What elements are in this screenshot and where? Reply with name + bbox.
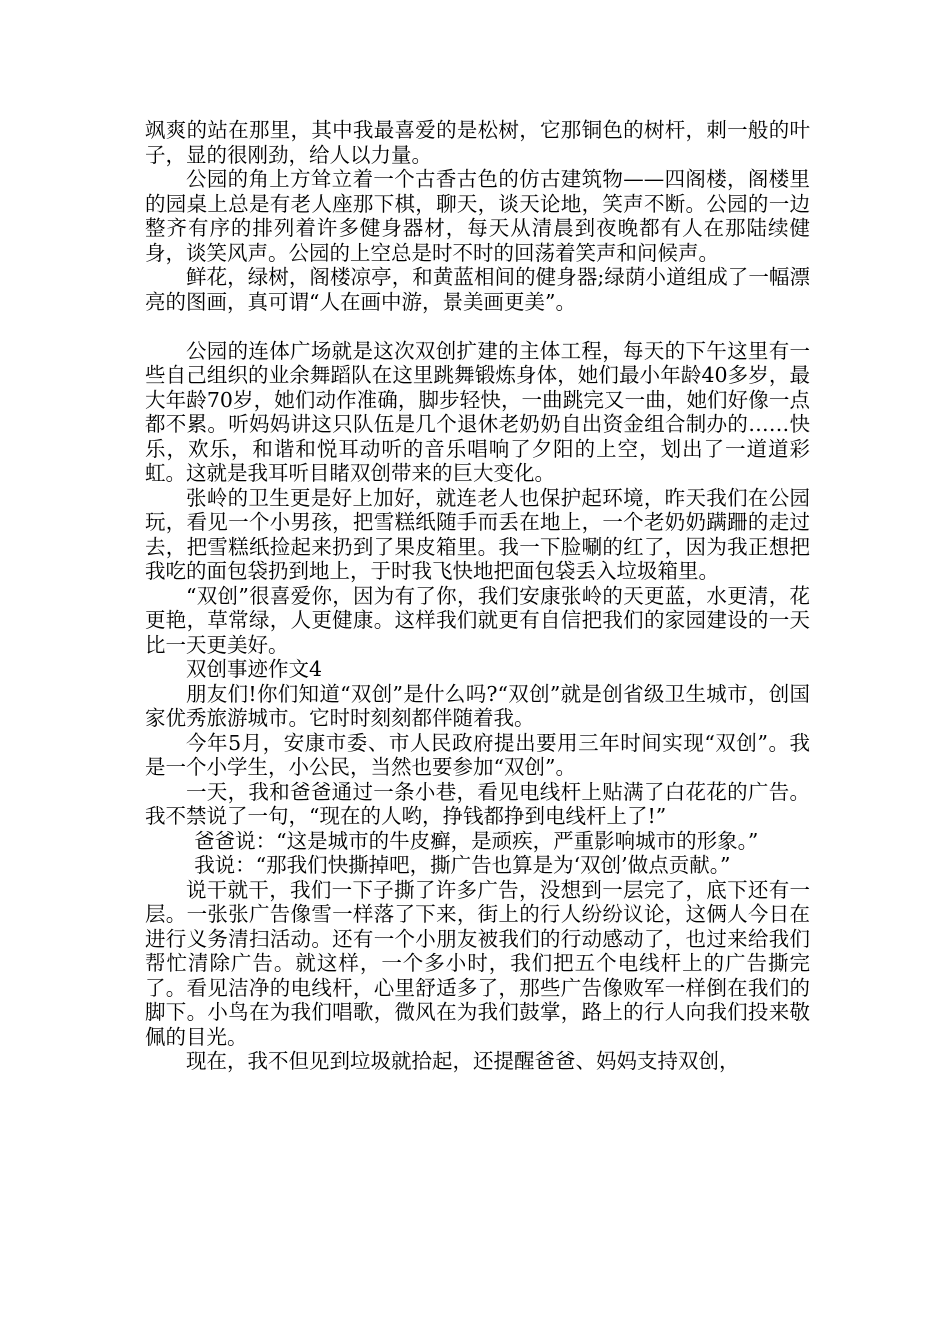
document-page bbox=[145, 118, 810, 1074]
section-heading: 双创事迹作文4 bbox=[186, 657, 323, 681]
paragraph-i-say: 我说：“那我们快撕掉吧，撕广告也算是为‘双创’做点贡献。” bbox=[194, 853, 731, 877]
paragraph-pavilion: 公园的角上方耸立着一个古香古色的仿古建筑物——四阁楼，阁楼里的园桌上总是有老人座那下棋，聊天，谈天论地，笑声不断。公园的一边整齐有序的排列着许多健身器材，每天从清晨到夜晚都有人在那陆续健身，谈笑风声。公园的上空总是时不时的回荡着笑声和问候声。 bbox=[145, 167, 810, 265]
paragraph-may: 今年5月，安康市委、市人民政府提出要用三年时间实现“双创”。我是一个小学生，小公民，当然也要参加“双创”。 bbox=[145, 730, 810, 779]
paragraph-scenery: 鲜花，绿树，阁楼凉亭，和黄蓝相间的健身器;绿荫小道组成了一幅漂亮的图画，真可谓“人在画中游，景美画更美”。 bbox=[145, 265, 810, 314]
paragraph-shuangchuang-love: “双创”很喜爱你，因为有了你，我们安康张岭的天更蓝，水更清，花更艳，草常绿，人更健康。这样我们就更有自信把我们的家园建设的一天比一天更美好。 bbox=[145, 583, 810, 657]
blank-line bbox=[145, 314, 810, 339]
paragraph-tearing-ads: 说干就干，我们一下子撕了许多广告，没想到一层完了，底下还有一层。一张张广告像雪一样落了下来，街上的行人纷纷议论，这俩人今日在进行义务清扫活动。还有一个小朋友被我们的行动感动了，也过来给我们帮忙清除广告。就这样，一个多小时，我们把五个电线杆上的广告撕完了。看见洁净的电线杆，心里舒适多了，那些广告像败军一样倒在我们的脚下。小鸟在为我们唱歌，微风在为我们鼓掌，路上的行人向我们投来敬佩的目光。 bbox=[145, 877, 810, 1049]
paragraph-intro: 朋友们!你们知道“双创”是什么吗?“双创”就是创省级卫生城市，创国家优秀旅游城市。它时时刻刻都伴随着我。 bbox=[145, 681, 810, 730]
paragraph-hygiene: 张岭的卫生更是好上加好，就连老人也保护起环境，昨天我们在公园玩，看见一个小男孩，把雪糕纸随手而丢在地上，一个老奶奶蹒跚的走过去，把雪糕纸捡起来扔到了果皮箱里。我一下脸唰的红了，因为我正想把我吃的面包袋扔到地上，于时我飞快地把面包袋丢入垃圾箱里。 bbox=[145, 485, 810, 583]
paragraph-dance-team: 公园的连体广场就是这次双创扩建的主体工程，每天的下午这里有一些自己组织的业余舞蹈队在这里跳舞锻炼身体，她们最小年龄40多岁，最大年龄70岁，她们动作准确，脚步轻快，一曲跳完又一曲，她们好像一点都不累。听妈妈讲这只队伍是几个退休老奶奶自出资金组合制办的……快乐，欢乐，和谐和悦耳动听的音乐唱响了夕阳的上空，划出了一道道彩虹。这就是我耳听目睹双创带来的巨大变化。 bbox=[145, 338, 810, 485]
paragraph-pine-tree: 飒爽的站在那里，其中我最喜爱的是松树，它那铜色的树杆，刺一般的叶子，显的很刚劲，给人以力量。 bbox=[145, 118, 810, 167]
paragraph-alley: 一天，我和爸爸通过一条小巷，看见电线杆上贴满了白花花的广告。我不禁说了一句，“现在的人哟，挣钱都挣到电线杆上了!” bbox=[145, 779, 810, 828]
paragraph-now: 现在，我不但见到垃圾就拾起，还提醒爸爸、妈妈支持双创， bbox=[186, 1049, 740, 1073]
paragraph-dad-says: 爸爸说：“这是城市的牛皮癣，是顽疾，严重影响城市的形象。” bbox=[194, 828, 759, 853]
